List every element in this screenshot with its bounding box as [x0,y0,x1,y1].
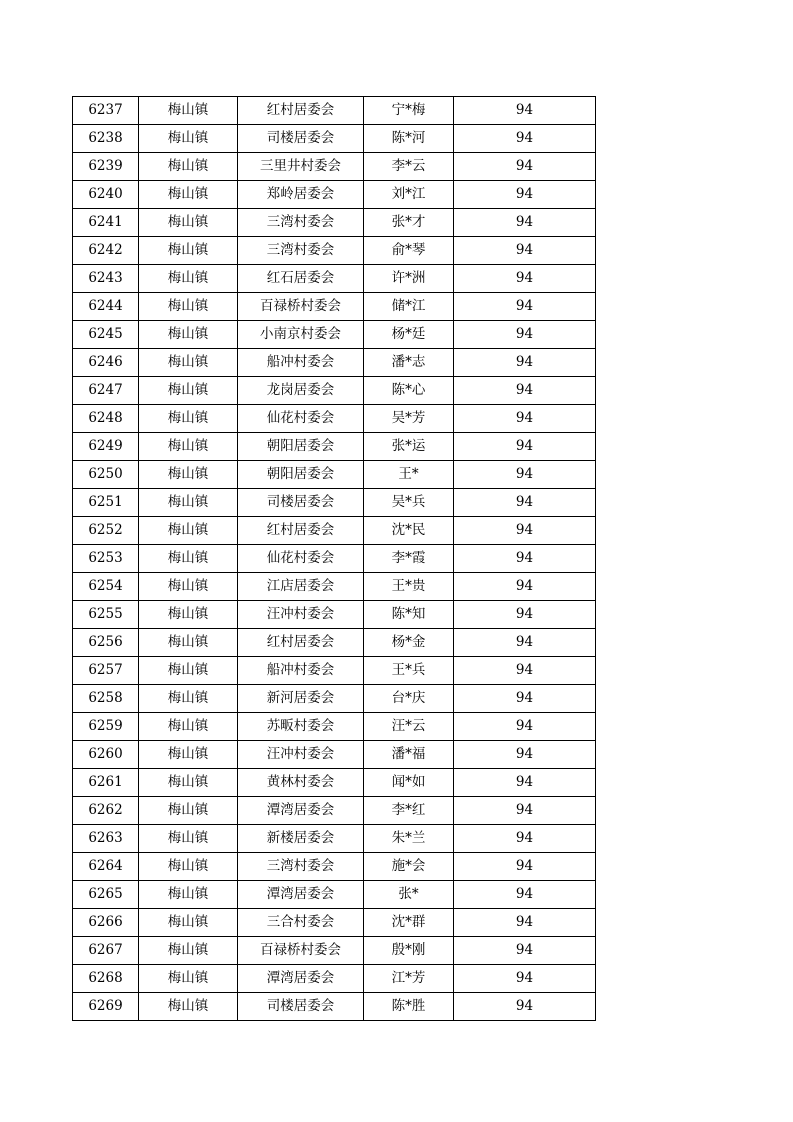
score-cell: 94 [454,797,596,825]
person-name-cell: 台*庆 [364,685,454,713]
town-cell: 梅山镇 [139,825,238,853]
score-cell: 94 [454,881,596,909]
table-row [73,293,596,321]
committee-cell: 三湾村委会 [238,853,364,881]
table-row [73,153,596,181]
row-number-cell: 6248 [73,405,139,433]
person-name-cell: 张*运 [364,433,454,461]
score-cell: 94 [454,433,596,461]
table-row [73,713,596,741]
roster-body [73,97,596,1021]
person-name-cell: 储*江 [364,293,454,321]
row-number-cell: 6260 [73,741,139,769]
score-cell: 94 [454,937,596,965]
committee-cell: 仙花村委会 [238,545,364,573]
table-row [73,937,596,965]
row-number-cell: 6249 [73,433,139,461]
table-row [73,741,596,769]
committee-cell: 汪冲村委会 [238,741,364,769]
person-name-cell: 殷*刚 [364,937,454,965]
town-cell: 梅山镇 [139,685,238,713]
table-row [73,433,596,461]
row-number-cell: 6246 [73,349,139,377]
town-cell: 梅山镇 [139,853,238,881]
town-cell: 梅山镇 [139,489,238,517]
town-cell: 梅山镇 [139,713,238,741]
person-name-cell: 施*会 [364,853,454,881]
committee-cell: 小南京村委会 [238,321,364,349]
committee-cell: 百禄桥村委会 [238,937,364,965]
table-row [73,517,596,545]
committee-cell: 司楼居委会 [238,125,364,153]
person-name-cell: 朱*兰 [364,825,454,853]
row-number-cell: 6240 [73,181,139,209]
table-row [73,181,596,209]
committee-cell: 三湾村委会 [238,209,364,237]
row-number-cell: 6258 [73,685,139,713]
committee-cell: 江店居委会 [238,573,364,601]
table-row [73,965,596,993]
table-row [73,993,596,1021]
town-cell: 梅山镇 [139,797,238,825]
committee-cell: 司楼居委会 [238,993,364,1021]
score-cell: 94 [454,97,596,125]
committee-cell: 郑岭居委会 [238,181,364,209]
person-name-cell: 李*红 [364,797,454,825]
person-name-cell: 刘*江 [364,181,454,209]
committee-cell: 红村居委会 [238,97,364,125]
committee-cell: 红石居委会 [238,265,364,293]
score-cell: 94 [454,825,596,853]
person-name-cell: 王*兵 [364,657,454,685]
committee-cell: 龙岗居委会 [238,377,364,405]
town-cell: 梅山镇 [139,153,238,181]
committee-cell: 朝阳居委会 [238,433,364,461]
row-number-cell: 6243 [73,265,139,293]
roster-table [72,96,596,1021]
score-cell: 94 [454,853,596,881]
score-cell: 94 [454,545,596,573]
person-name-cell: 吴*兵 [364,489,454,517]
town-cell: 梅山镇 [139,517,238,545]
committee-cell: 百禄桥村委会 [238,293,364,321]
score-cell: 94 [454,321,596,349]
committee-cell: 三合村委会 [238,909,364,937]
town-cell: 梅山镇 [139,265,238,293]
town-cell: 梅山镇 [139,629,238,657]
person-name-cell: 沈*群 [364,909,454,937]
town-cell: 梅山镇 [139,741,238,769]
town-cell: 梅山镇 [139,881,238,909]
table-row [73,489,596,517]
row-number-cell: 6245 [73,321,139,349]
row-number-cell: 6255 [73,601,139,629]
score-cell: 94 [454,909,596,937]
score-cell: 94 [454,405,596,433]
score-cell: 94 [454,209,596,237]
person-name-cell: 杨*廷 [364,321,454,349]
row-number-cell: 6253 [73,545,139,573]
person-name-cell: 闻*如 [364,769,454,797]
committee-cell: 潭湾居委会 [238,881,364,909]
row-number-cell: 6265 [73,881,139,909]
person-name-cell: 李*云 [364,153,454,181]
person-name-cell: 陈*胜 [364,993,454,1021]
row-number-cell: 6257 [73,657,139,685]
table-row [73,209,596,237]
row-number-cell: 6237 [73,97,139,125]
score-cell: 94 [454,461,596,489]
town-cell: 梅山镇 [139,993,238,1021]
row-number-cell: 6266 [73,909,139,937]
committee-cell: 红村居委会 [238,517,364,545]
row-number-cell: 6241 [73,209,139,237]
row-number-cell: 6269 [73,993,139,1021]
score-cell: 94 [454,237,596,265]
person-name-cell: 王*贵 [364,573,454,601]
table-row [73,769,596,797]
person-name-cell: 潘*志 [364,349,454,377]
town-cell: 梅山镇 [139,97,238,125]
score-cell: 94 [454,489,596,517]
score-cell: 94 [454,993,596,1021]
person-name-cell: 江*芳 [364,965,454,993]
town-cell: 梅山镇 [139,349,238,377]
person-name-cell: 许*洲 [364,265,454,293]
town-cell: 梅山镇 [139,125,238,153]
town-cell: 梅山镇 [139,909,238,937]
town-cell: 梅山镇 [139,377,238,405]
score-cell: 94 [454,517,596,545]
person-name-cell: 汪*云 [364,713,454,741]
town-cell: 梅山镇 [139,405,238,433]
table-row [73,461,596,489]
person-name-cell: 张* [364,881,454,909]
town-cell: 梅山镇 [139,601,238,629]
person-name-cell: 宁*梅 [364,97,454,125]
town-cell: 梅山镇 [139,321,238,349]
table-row [73,265,596,293]
score-cell: 94 [454,741,596,769]
row-number-cell: 6244 [73,293,139,321]
row-number-cell: 6238 [73,125,139,153]
row-number-cell: 6259 [73,713,139,741]
committee-cell: 新河居委会 [238,685,364,713]
score-cell: 94 [454,657,596,685]
table-row [73,601,596,629]
table-row [73,405,596,433]
committee-cell: 朝阳居委会 [238,461,364,489]
committee-cell: 苏畈村委会 [238,713,364,741]
score-cell: 94 [454,573,596,601]
committee-cell: 黄林村委会 [238,769,364,797]
table-row [73,573,596,601]
person-name-cell: 陈*河 [364,125,454,153]
town-cell: 梅山镇 [139,545,238,573]
table-row [73,237,596,265]
score-cell: 94 [454,601,596,629]
town-cell: 梅山镇 [139,965,238,993]
row-number-cell: 6263 [73,825,139,853]
committee-cell: 三湾村委会 [238,237,364,265]
document-page [72,96,595,1021]
person-name-cell: 俞*琴 [364,237,454,265]
score-cell: 94 [454,125,596,153]
person-name-cell: 李*霞 [364,545,454,573]
town-cell: 梅山镇 [139,237,238,265]
score-cell: 94 [454,349,596,377]
town-cell: 梅山镇 [139,293,238,321]
row-number-cell: 6247 [73,377,139,405]
person-name-cell: 陈*心 [364,377,454,405]
town-cell: 梅山镇 [139,209,238,237]
table-row [73,657,596,685]
score-cell: 94 [454,769,596,797]
committee-cell: 船冲村委会 [238,657,364,685]
score-cell: 94 [454,153,596,181]
score-cell: 94 [454,629,596,657]
row-number-cell: 6256 [73,629,139,657]
row-number-cell: 6268 [73,965,139,993]
row-number-cell: 6267 [73,937,139,965]
committee-cell: 三里井村委会 [238,153,364,181]
person-name-cell: 沈*民 [364,517,454,545]
committee-cell: 船冲村委会 [238,349,364,377]
committee-cell: 潭湾居委会 [238,965,364,993]
person-name-cell: 吴*芳 [364,405,454,433]
table-row [73,321,596,349]
score-cell: 94 [454,965,596,993]
row-number-cell: 6261 [73,769,139,797]
table-row [73,349,596,377]
table-row [73,545,596,573]
score-cell: 94 [454,685,596,713]
committee-cell: 潭湾居委会 [238,797,364,825]
table-row [73,685,596,713]
person-name-cell: 张*才 [364,209,454,237]
score-cell: 94 [454,293,596,321]
score-cell: 94 [454,713,596,741]
table-row [73,629,596,657]
row-number-cell: 6252 [73,517,139,545]
row-number-cell: 6262 [73,797,139,825]
score-cell: 94 [454,377,596,405]
table-row [73,797,596,825]
person-name-cell: 杨*金 [364,629,454,657]
row-number-cell: 6264 [73,853,139,881]
row-number-cell: 6239 [73,153,139,181]
table-row [73,909,596,937]
town-cell: 梅山镇 [139,573,238,601]
committee-cell: 仙花村委会 [238,405,364,433]
town-cell: 梅山镇 [139,433,238,461]
committee-cell: 汪冲村委会 [238,601,364,629]
town-cell: 梅山镇 [139,769,238,797]
town-cell: 梅山镇 [139,937,238,965]
person-name-cell: 陈*知 [364,601,454,629]
person-name-cell: 王* [364,461,454,489]
row-number-cell: 6242 [73,237,139,265]
table-row [73,825,596,853]
table-row [73,881,596,909]
table-row [73,97,596,125]
row-number-cell: 6251 [73,489,139,517]
score-cell: 94 [454,265,596,293]
table-row [73,125,596,153]
town-cell: 梅山镇 [139,461,238,489]
table-row [73,853,596,881]
committee-cell: 司楼居委会 [238,489,364,517]
committee-cell: 新楼居委会 [238,825,364,853]
person-name-cell: 潘*福 [364,741,454,769]
table-row [73,377,596,405]
score-cell: 94 [454,181,596,209]
town-cell: 梅山镇 [139,657,238,685]
town-cell: 梅山镇 [139,181,238,209]
committee-cell: 红村居委会 [238,629,364,657]
row-number-cell: 6254 [73,573,139,601]
row-number-cell: 6250 [73,461,139,489]
